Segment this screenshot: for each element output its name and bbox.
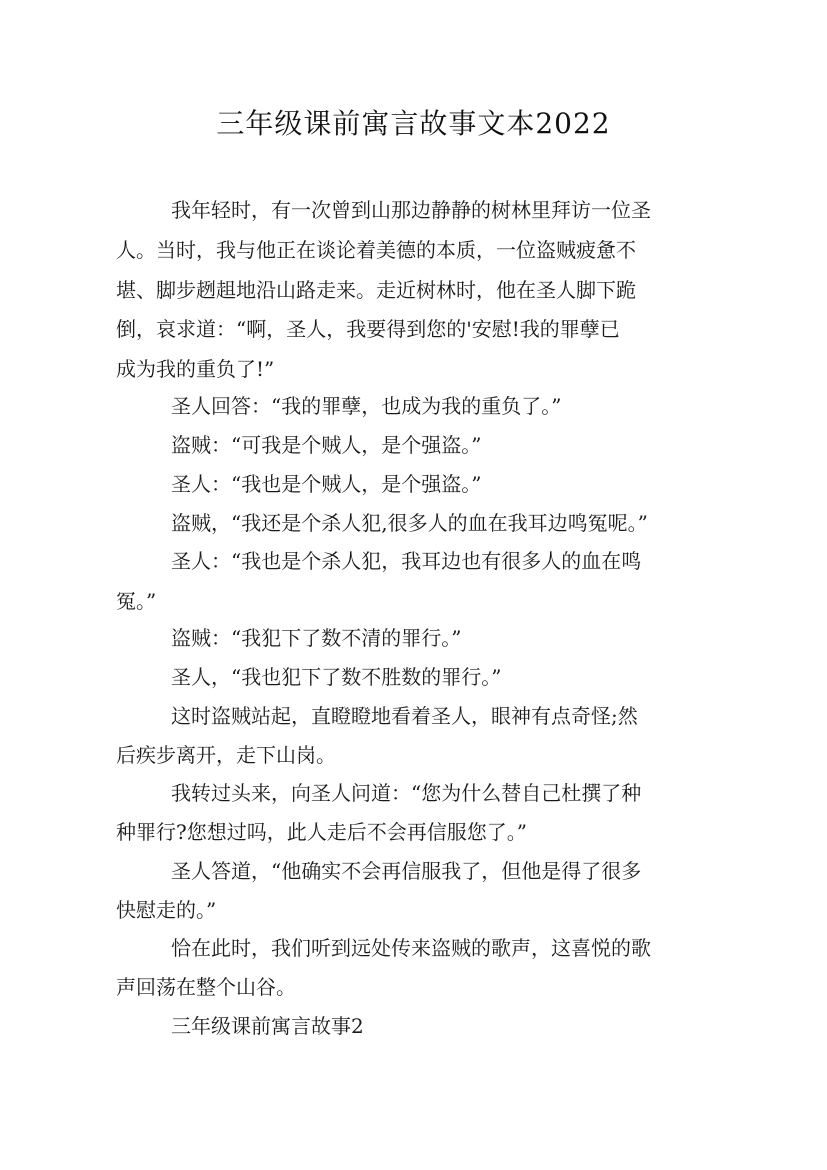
paragraph-line: 盗贼：“我犯下了数不清的罪行。” bbox=[171, 626, 462, 650]
paragraph-line: 冤。” bbox=[116, 589, 157, 613]
paragraph-line: 声回荡在整个山谷。 bbox=[116, 975, 296, 999]
paragraph-line: 圣人答道，“他确实不会再信服我了，但他是得了很多 bbox=[171, 859, 642, 883]
document-title: 三年级课前寓言故事文本2022 bbox=[216, 107, 611, 140]
paragraph-line: 我年轻时，有一次曾到山那边静静的树林里拜访一位圣 bbox=[171, 198, 651, 222]
paragraph-line: 成为我的重负了!” bbox=[116, 357, 275, 381]
paragraph-line: 后疾步离开，走下山岗。 bbox=[116, 743, 336, 767]
paragraph-line: 种罪行?您想过吗，此人走后不会再信服您了。” bbox=[116, 820, 527, 844]
paragraph-line: 恰在此时，我们听到远处传来盗贼的歌声，这喜悦的歌 bbox=[171, 936, 651, 960]
paragraph-line: 倒，哀求道：“啊，圣人，我要得到您的'安慰!我的罪孽已 bbox=[116, 317, 620, 341]
paragraph-line: 人。当时，我与他正在谈论着美德的本质，一位盗贼疲惫不 bbox=[116, 238, 636, 262]
paragraph-line: 圣人回答：“我的罪孽，也成为我的重负了。” bbox=[171, 394, 562, 418]
paragraph-line: 圣人，“我也犯下了数不胜数的罪行。” bbox=[171, 665, 502, 689]
paragraph-line: 圣人：“我也是个贼人，是个强盗。” bbox=[171, 472, 482, 496]
paragraph-line: 圣人：“我也是个杀人犯，我耳边也有很多人的血在鸣 bbox=[171, 549, 642, 573]
section-heading: 三年级课前寓言故事2 bbox=[171, 1014, 364, 1038]
paragraph-line: 这时盗贼站起，直瞪瞪地看着圣人，眼神有点奇怪;然 bbox=[171, 704, 638, 728]
paragraph-line: 快慰走的。” bbox=[116, 898, 217, 922]
paragraph-line: 盗贼：“可我是个贼人，是个强盗。” bbox=[171, 433, 482, 457]
paragraph-line: 我转过头来，向圣人问道：“您为什么替自己杜撰了种 bbox=[171, 781, 642, 805]
paragraph-line: 盗贼，“我还是个杀人犯,很多人的血在我耳边鸣冤呢。” bbox=[171, 511, 648, 535]
paragraph-line: 堪、脚步趔趄地沿山路走来。走近树林时，他在圣人脚下跪 bbox=[116, 278, 636, 302]
